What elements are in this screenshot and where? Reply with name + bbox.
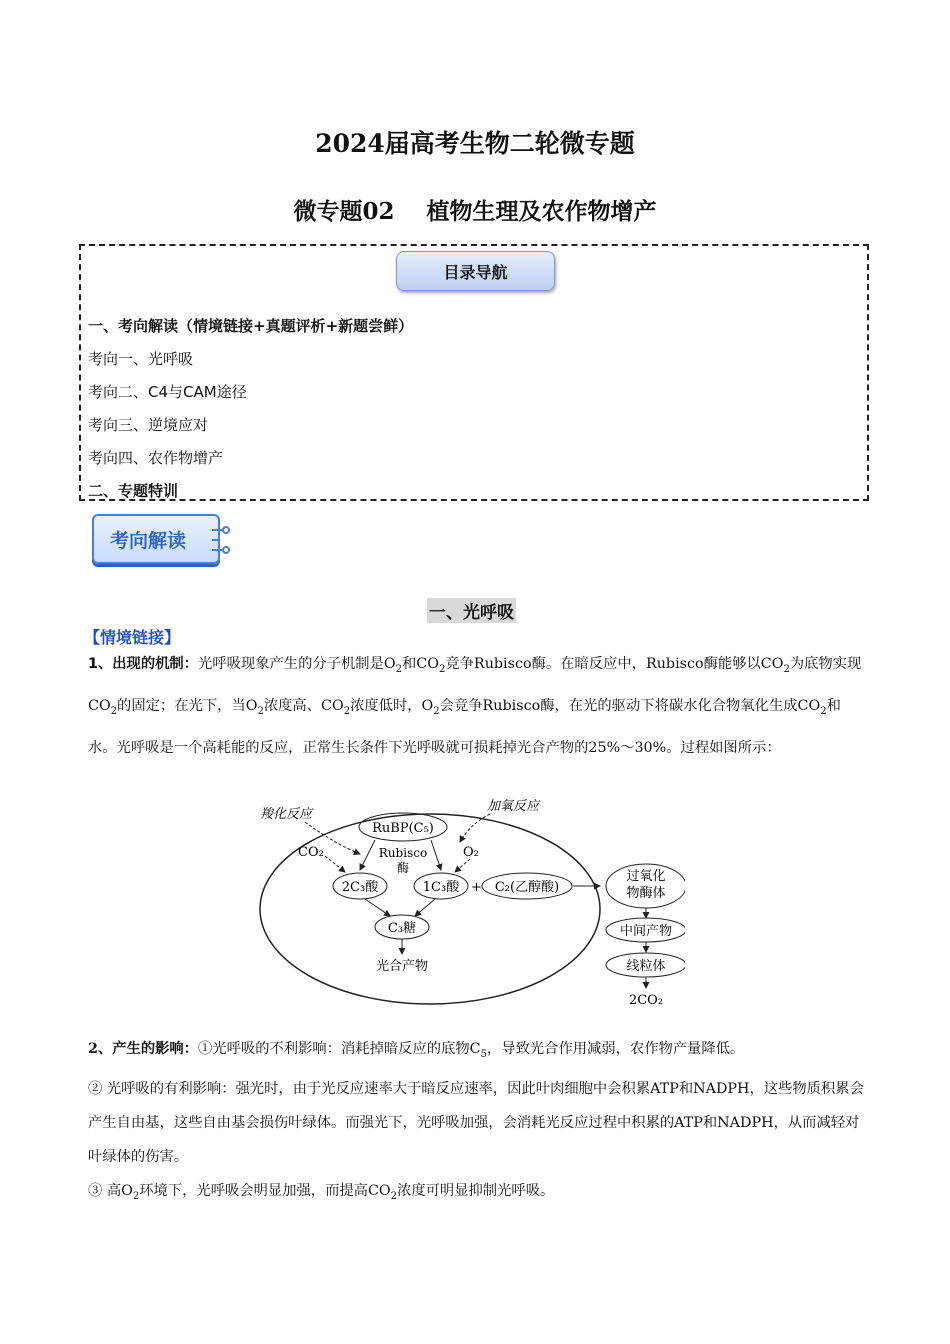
paragraph-mechanism: 1、出现的机制：光呼吸现象产生的分子机制是$O_2$和$CO_2$竞争Rubisco酶。在暗反应中，Rubisco酶能够以$CO_2$为底物实现$CO_2$的固定；在光下，当$O_2$浓度高、$CO_2$浓度低时，$O_2$会竞争Rubisco酶，在光的驱动下将碳水化合物氧化生成$CO_2$和水。光呼吸是一个高耗能的反应，正常生长条件下光呼吸就可损耗掉光合产物的25%～30%。过程如图所示：: [88, 656, 862, 756]
document-subtitle: 微专题02 植物生理及农作物增产: [293, 198, 657, 225]
plus-sign: +: [471, 880, 482, 895]
connector-icon: [210, 524, 230, 556]
toc-item-6[interactable]: 二、专题特训: [88, 482, 179, 500]
toc-item-4[interactable]: 考向三、逆境应对: [88, 416, 209, 434]
peroxisome-label-2: 物酶体: [626, 886, 666, 901]
rubisco-label: Rubisco: [378, 846, 428, 860]
o2-input-label: O₂: [463, 845, 479, 860]
document-title: 2024届高考生物二轮微专题: [315, 129, 635, 158]
oxygenation-label: 加氧反应: [487, 799, 540, 814]
c3-acid-2-node: 2C₃酸: [341, 880, 379, 895]
intermediate-node: 中间产物: [619, 924, 673, 939]
section-badge: 考向解读: [92, 514, 220, 564]
toc-item-5[interactable]: 考向四、农作物增产: [88, 449, 224, 467]
photosynthate-label: 光合产物: [375, 959, 429, 974]
photorespiration-diagram: [255, 794, 685, 1014]
co2-input-label: CO₂: [298, 845, 324, 860]
section-heading: 一、光呼吸: [427, 598, 516, 623]
enzyme-label: 酶: [396, 861, 410, 875]
mechanism-label: 1、出现的机制：: [88, 656, 199, 672]
context-label: 【情境链接】: [84, 628, 181, 647]
toc-item-2[interactable]: 考向一、光呼吸: [88, 350, 194, 368]
impact-label: 2、产生的影响：: [88, 1041, 199, 1057]
toc-nav-button[interactable]: 目录导航: [396, 251, 555, 291]
toc-item-1[interactable]: 一、考向解读（情境链接+真题评析+新题尝鲜）: [88, 317, 414, 335]
carboxylation-label: 羧化反应: [260, 807, 313, 822]
peroxisome-label-1: 过氧化: [626, 869, 666, 884]
c3-acid-1-node: 1C₃酸: [422, 880, 460, 895]
toc-item-3[interactable]: 考向二、C4与CAM途径: [88, 383, 247, 401]
paragraph-impact: 2、产生的影响：①光呼吸的不利影响：消耗掉暗反应的底物$C_5$，导致光合作用减弱，农作物产量降低。 ② 光呼吸的有利影响：强光时，由于光反应速率大于暗反应速率，因此叶肉细胞中会积累ATP和NADPH，这些物质积累会产生自由基，这些自由基会损伤叶绿体。而强光下，光呼吸加强，会消耗光反应过程中积累的ATP和NADPH，从而减轻对叶绿体的伤害。 ③ 高$O_2$环境下，光呼吸会明显加强，而提高$CO_2$浓度可明显抑制光呼吸。: [88, 1041, 864, 1202]
mitochondria-node: 线粒体: [626, 959, 666, 974]
rubp-node: RuBP(C₅): [372, 821, 434, 836]
c2-node: C₂(乙醇酸): [494, 880, 560, 895]
c3-sugar-node: C₃糖: [387, 921, 417, 936]
co2-output-label: 2CO₂: [628, 993, 664, 1008]
